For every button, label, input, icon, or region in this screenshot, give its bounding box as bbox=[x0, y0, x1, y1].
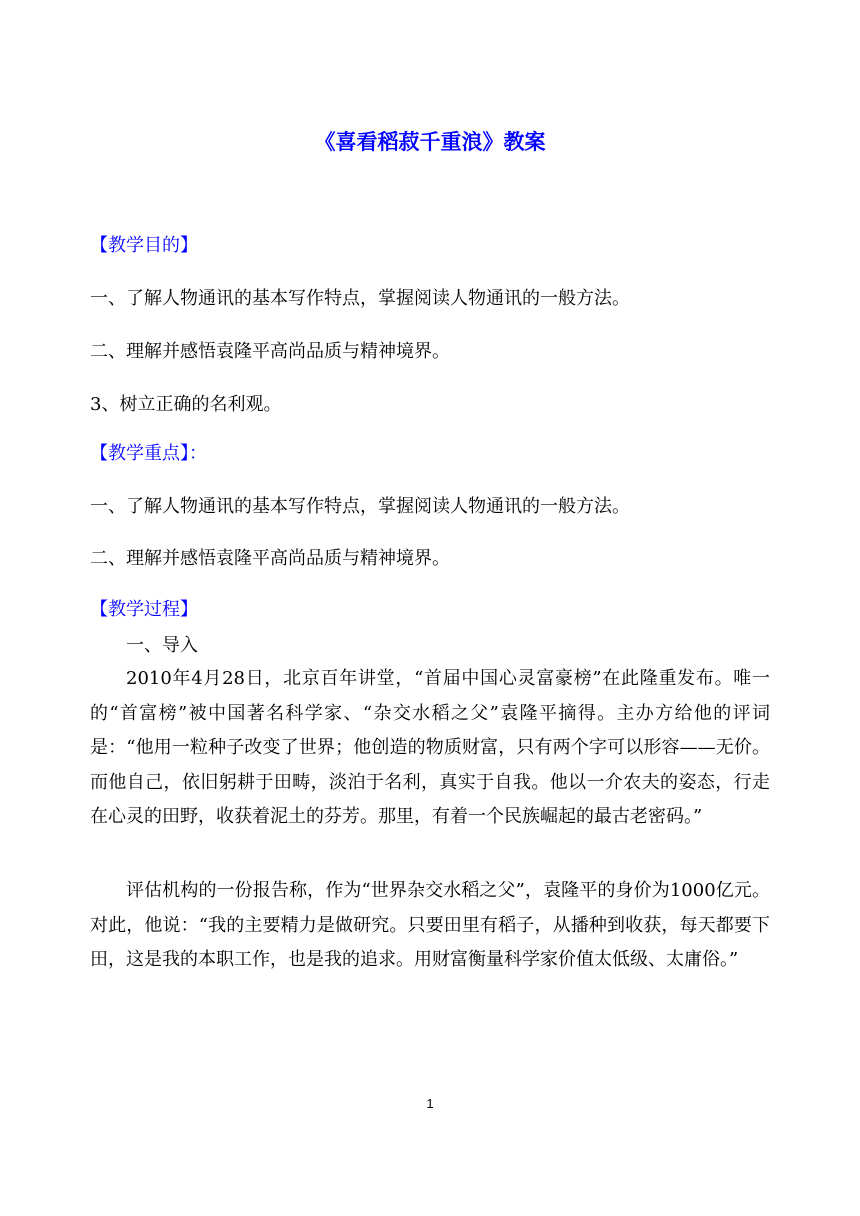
focus-heading: 【教学重点】： bbox=[90, 443, 207, 464]
aim-item: 二、理解并感悟袁隆平高尚品质与精神境界。 bbox=[90, 341, 450, 362]
aim-item: 一、了解人物通讯的基本写作特点，掌握阅读人物通讯的一般方法。 bbox=[90, 288, 630, 309]
process-subheading: 一、导入 bbox=[126, 635, 198, 656]
focus-item: 一、了解人物通讯的基本写作特点，掌握阅读人物通讯的一般方法。 bbox=[90, 496, 630, 517]
body-paragraph: 评估机构的一份报告称，作为“世界杂交水稻之父”，袁隆平的身价为1000亿元。对此，他说：“我的主要精力是做研究。只要田里有稻子，从播种到收获，每天都要下田，这是我的本职工作，也是我的追求。用财富衡量科学家价值太低级、太庸俗。” bbox=[90, 880, 770, 970]
focus-item: 二、理解并感悟袁隆平高尚品质与精神境界。 bbox=[90, 548, 450, 569]
aim-item: 3、树立正确的名利观。 bbox=[90, 394, 282, 415]
process-heading: 【教学过程】 bbox=[90, 599, 198, 620]
body-paragraph: 2010年4月28日，北京百年讲堂，“首届中国心灵富豪榜”在此隆重发布。唯一的“首富榜”被中国著名科学家、“杂交水稻之父”袁隆平摘得。主办方给他的评词是：“他用一粒种子改变了世界；他创造的物质财富，只有两个字可以形容——无价。而他自己，依旧躬耕于田畴，淡泊于名利，真实于自我。他以一介农夫的姿态，行走在心灵的田野，收获着泥土的芬芳。那里，有着一个民族崛起的最古老密码。” bbox=[90, 668, 770, 827]
aims-heading: 【教学目的】 bbox=[90, 235, 198, 256]
document-title: 《喜看稻菽千重浪》教案 bbox=[314, 129, 546, 154]
page-number: 1 bbox=[426, 1096, 434, 1111]
